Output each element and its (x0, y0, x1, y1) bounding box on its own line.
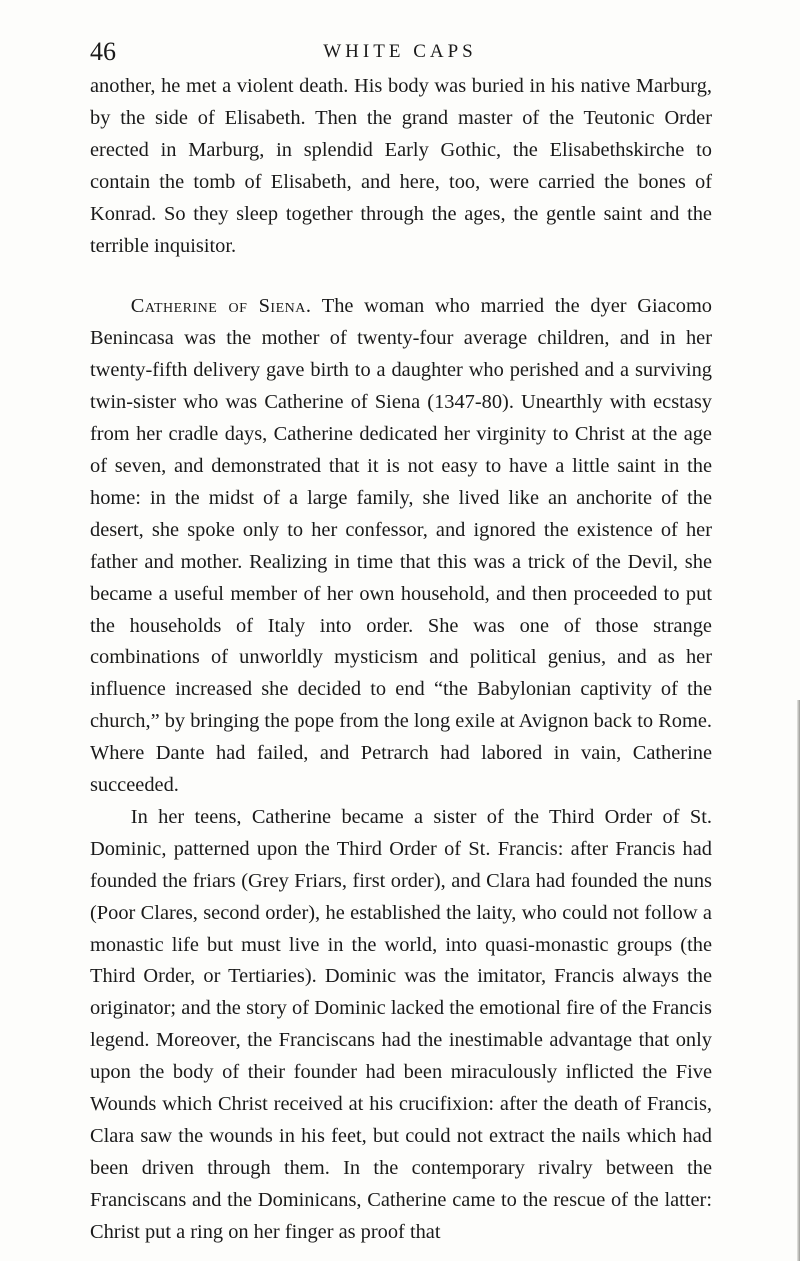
page-number: 46 (90, 37, 116, 66)
paragraph-catherine-intro (90, 291, 712, 802)
paragraph-catherine-text: The woman who married the dyer Giacomo Benincasa was the mother of twenty-four average children, and in her twenty-fifth delivery gave birth to a daughter who perished and a surviving twin-sister who was Catherine of Siena (1347-80). Unearthly with ecstasy from her cradle days, Catherine dedicated her virginity to Christ at the age of seven, and demonstrated that it is not easy to have a little saint in the home: in the midst of a large family, she lived like an anchorite of the desert, she spoke only to her confessor, and ignored the existence of her father and mother. Realizing in time that this was a trick of the Devil, she became a useful member of her own household, and then proceeded to put the households of Italy into order. She was one of those strange combinations of unworldly mysticism and political genius, and as her influence increased she decided to end “the Babylonian captivity of the church,” by bringing the pope from the long exile at Avignon back to Rome. Where Dante had failed, and Petrarch had labored in vain, Catherine succeeded. (90, 295, 712, 797)
page-header (90, 38, 710, 68)
paragraph-third-order: In her teens, Catherine became a sister of the Third Order of St. Dominic, patterned upon the Third Order of St. Francis: after Francis had founded the friars (Grey Friars, first order), and Clara had founded the nuns (Poor Clares, second order), he established the laity, who could not follow a monastic life but must live in the world, into quasi-monastic groups (the Third Order, or Tertiaries). Dominic was the imitator, Francis always the originator; and the story of Dominic lacked the emotional fire of the Francis legend. Moreover, the Franciscans had the inestimable advantage that only upon the body of their founder had been miraculously inflicted the Five Wounds which Christ received at his crucifixion: after the death of Francis, Clara saw the wounds in his feet, but could not extract the nails which had been driven through them. In the contemporary rivalry between the Franciscans and the Dominicans, Catherine came to the rescue of the latter: Christ put a ring on her finger as proof that (90, 805, 712, 1243)
running-head: WHITE CAPS (323, 41, 477, 62)
paragraph-konrad-ending: another, he met a violent death. His body was buried in his native Marburg, by the side of Elisabeth. Then the grand master of the Teutonic Order erected in Marburg, in splendid Early Gothic, the Elisabethskirche to contain the tomb of Elisabeth, and here, too, were carried the bones of Konrad. So they sleep together through the ages, the gentle saint and the terrible inquisitor. (90, 75, 712, 257)
body-text (90, 71, 712, 1249)
section-heading-catherine: Catherine of Siena. (130, 295, 312, 318)
